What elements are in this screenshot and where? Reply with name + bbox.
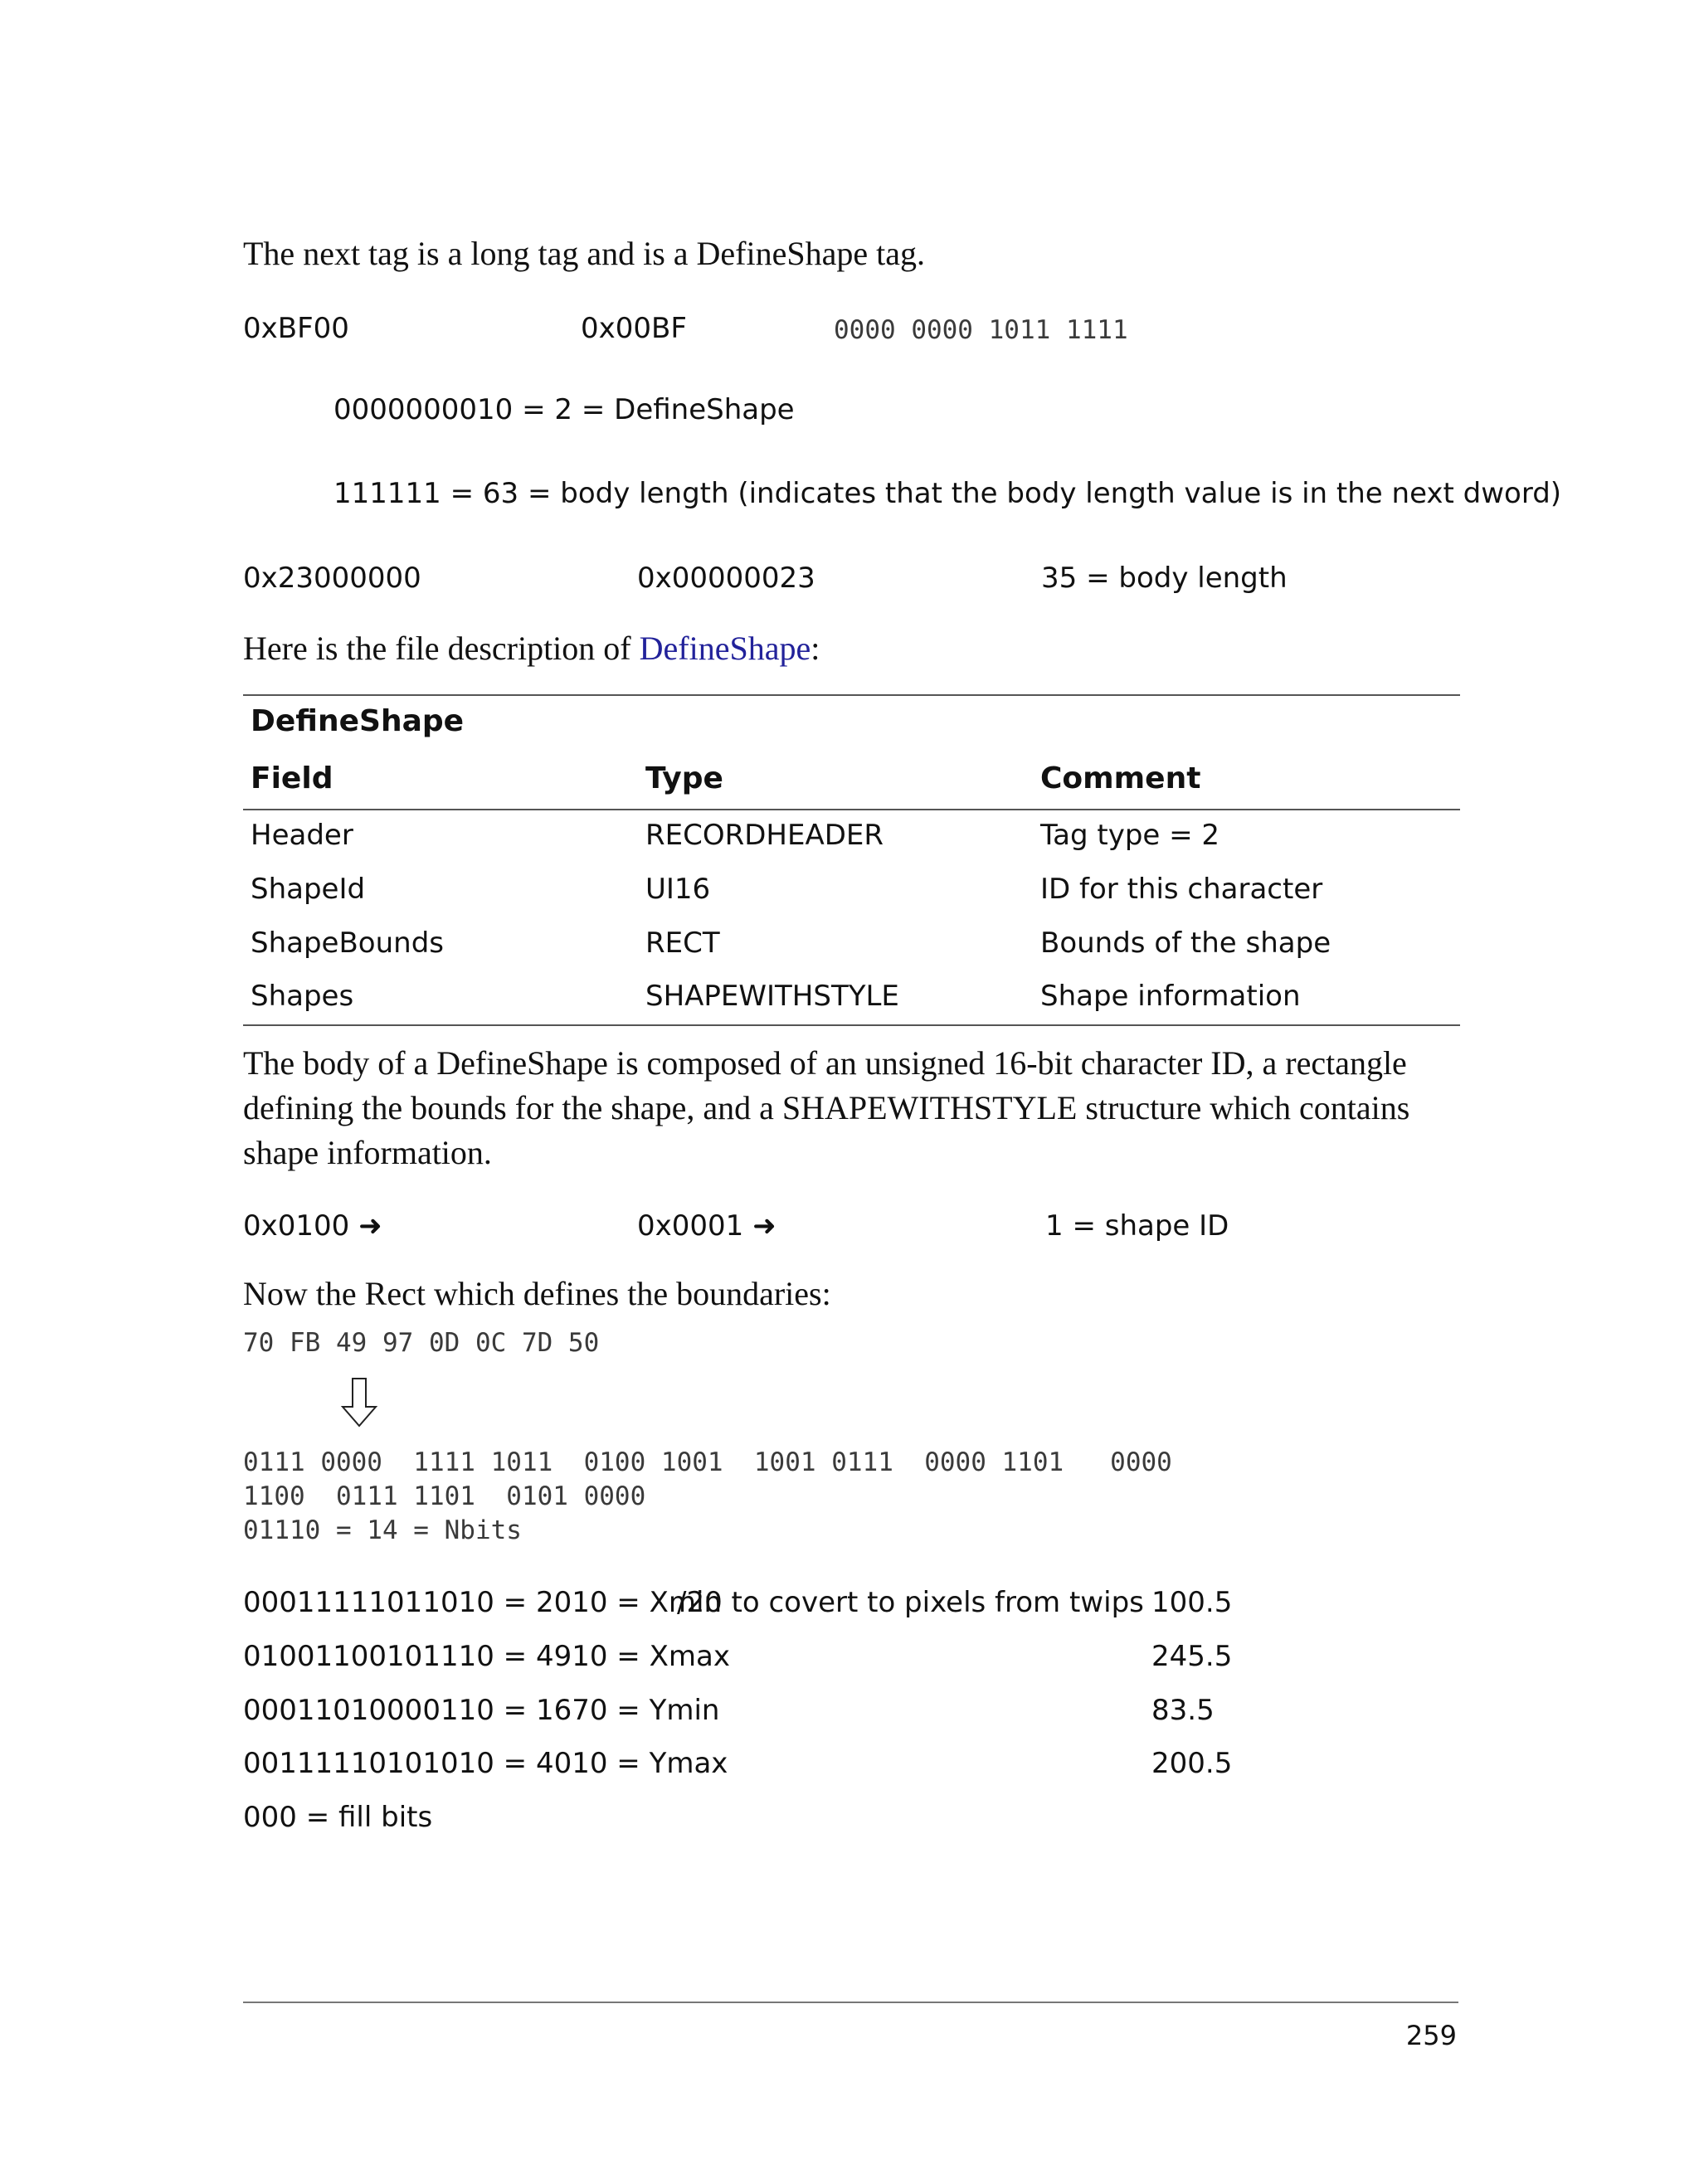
table-top-rule (243, 694, 1460, 696)
length-be-value: 0x00000023 (637, 562, 815, 595)
rect-bits-line-2: 1100 0111 1101 0101 0000 (243, 1481, 646, 1511)
table-title: DefineShape (251, 704, 465, 738)
xmax-expression: 01001100101110 = 4910 = Xmax (243, 1640, 730, 1673)
table-cell-comment: Shape information (1040, 980, 1301, 1013)
table-cell-type: RECT (645, 927, 720, 960)
tag-be-value: 0x00BF (581, 312, 687, 345)
page-number: 259 (1405, 2020, 1457, 2051)
tag-code-line: 0000000010 = 2 = DefineShape (333, 393, 795, 426)
xmin-expression: 00011111011010 = 2010 = Xmin (243, 1586, 722, 1619)
table-header-comment: Comment (1040, 761, 1201, 795)
table-cell-comment: Bounds of the shape (1040, 927, 1331, 960)
table-cell-field: ShapeBounds (251, 927, 444, 960)
table-cell-type: RECORDHEADER (645, 819, 884, 852)
nbits-line: 01110 = 14 = Nbits (243, 1515, 522, 1545)
table-header-type: Type (645, 761, 723, 795)
rect-bits-line-1: 0111 0000 1111 1011 0100 1001 1001 0111 0000 1101 0000 (243, 1447, 1172, 1477)
footer-rule (243, 2002, 1458, 2003)
rect-intro-text: Now the Rect which defines the boundaries: (243, 1275, 831, 1312)
table-cell-field: Header (251, 819, 353, 852)
table-cell-comment: ID for this character (1040, 873, 1323, 906)
ymin-pixels: 83.5 (1151, 1694, 1215, 1727)
ymin-expression: 00011010000110 = 1670 = Ymin (243, 1694, 720, 1727)
file-description-colon: : (811, 630, 820, 667)
rect-hex-bytes: 70 FB 49 97 0D 0C 7D 50 (243, 1328, 600, 1358)
table-cell-comment: Tag type = 2 (1040, 819, 1220, 852)
tag-le-value: 0xBF00 (243, 312, 349, 345)
table-header-field: Field (251, 761, 333, 795)
tag-length-line: 111111 = 63 = body length (indicates that the body length value is in the next dword) (333, 477, 1562, 510)
body-paragraph: The body of a DefineShape is composed of an unsigned 16-bit character ID, a rectangle defining the bounds for the shape, and a SHAPEWITHSTYLE structure which contains shape information. (243, 1044, 1410, 1171)
table-cell-field: Shapes (251, 980, 354, 1013)
defineshape-link[interactable]: DefineShape (639, 630, 811, 667)
xmin-pixels: 100.5 (1151, 1586, 1233, 1619)
file-description-text: Here is the file description of (243, 630, 640, 667)
twips-conversion-note: /20 to covert to pixels from twips (677, 1586, 1144, 1619)
xmax-pixels: 245.5 (1151, 1640, 1233, 1673)
table-cell-field: ShapeId (251, 873, 366, 906)
shapeid-decimal-value: 1 = shape ID (1045, 1209, 1229, 1243)
intro-text: The next tag is a long tag and is a DefineShape tag. (243, 235, 925, 272)
table-header-rule (243, 809, 1460, 810)
ymax-expression: 00111110101010 = 4010 = Ymax (243, 1747, 728, 1780)
tag-binary-value: 0000 0000 1011 1111 (834, 315, 1128, 345)
shapeid-le-value: 0x0100 ➜ (243, 1209, 382, 1243)
file-description-line (243, 629, 820, 668)
length-decimal-value: 35 = body length (1041, 562, 1288, 595)
fill-bits-line: 000 = fill bits (243, 1801, 433, 1834)
ymax-pixels: 200.5 (1151, 1747, 1233, 1780)
length-le-value: 0x23000000 (243, 562, 421, 595)
down-arrow-icon (340, 1377, 378, 1428)
table-cell-type: UI16 (645, 873, 711, 906)
table-bottom-rule (243, 1024, 1460, 1026)
shapeid-be-value: 0x0001 ➜ (637, 1209, 776, 1243)
table-cell-type: SHAPEWITHSTYLE (645, 980, 899, 1013)
